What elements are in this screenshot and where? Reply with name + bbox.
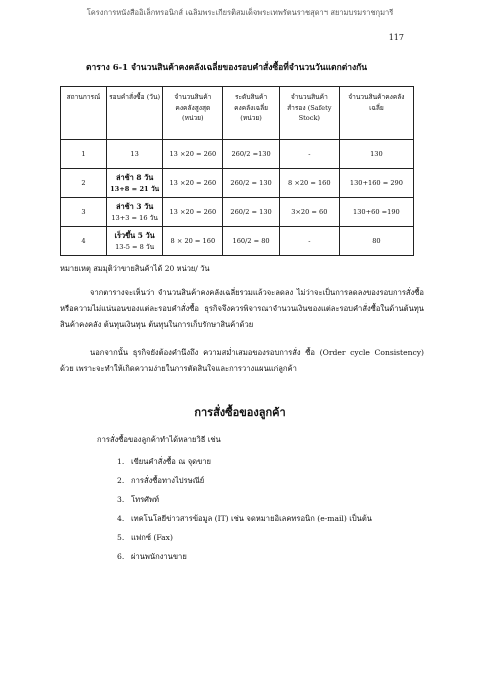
cycle-formula: 13+8 = 21 วัน <box>110 184 160 193</box>
avg-inventory-cell: 130+60 =190 <box>339 198 413 227</box>
list-text: ผ่านพนักงานขาย <box>131 552 187 561</box>
header-cell: รอบคำสั่งซื้อ (วัน) <box>106 87 162 140</box>
list-item <box>117 490 372 509</box>
table-row <box>61 169 414 198</box>
avg-level-cell: 160/2 = 80 <box>223 227 279 256</box>
safety-stock-cell: 3×20 = 60 <box>279 198 339 227</box>
cycle-cell <box>106 169 162 198</box>
header-cell: จำนวนสินค้าคงคลังเฉลี่ย <box>339 87 413 140</box>
table-row <box>61 140 414 169</box>
scenario-cell: 4 <box>61 227 107 256</box>
list-item <box>117 452 372 471</box>
ordering-methods-list <box>117 452 372 566</box>
list-number: 4. <box>117 514 125 523</box>
cycle-formula: 13-5 = 8 วัน <box>115 242 155 251</box>
max-inventory-cell: 13 ×20 = 260 <box>163 198 223 227</box>
list-item <box>117 528 372 547</box>
safety-stock-cell: 8 ×20 = 160 <box>279 169 339 198</box>
list-text: เขียนคำสั่งซื้อ ณ จุดขาย <box>131 457 211 466</box>
list-number: 2. <box>117 476 125 485</box>
cycle-cell <box>106 227 162 256</box>
list-item <box>117 547 372 566</box>
cycle-cell <box>106 198 162 227</box>
table-note: หมายเหตุ สมมุติว่าขายสินค้าได้ 20 หน่วย/ วัน <box>60 264 210 273</box>
scenario-cell: 2 <box>61 169 107 198</box>
cycle-cell <box>106 140 162 169</box>
paragraph-text: นอกจากนั้น ธุรกิจยังต้องคำนึงถึง ความสม่ำเสมอของรอบการสั่ง ซื้อ (Order cycle Consistency) ด้วย เพราะจะทำให้เกิดความง่ายในการตัดสินใจและการวางแผนแก่ลูกค้า <box>60 348 424 373</box>
cycle-label: เร็วขึ้น 5 วัน <box>114 230 155 240</box>
header-cell: สถานการณ์ <box>61 87 107 140</box>
cycle-formula: 13+3 = 16 วัน <box>111 213 158 222</box>
max-inventory-cell: 13 ×20 = 260 <box>163 140 223 169</box>
safety-stock-cell: - <box>279 140 339 169</box>
avg-level-cell: 260/2 =130 <box>223 140 279 169</box>
table-caption: ตาราง 6-1 จำนวนสินค้าคงคลังเฉลี่ยของรอบคำสั่งซื้อที่จำนวนวันแตกต่างกัน <box>86 63 368 73</box>
scenario-cell: 3 <box>61 198 107 227</box>
max-inventory-cell: 13 ×20 = 260 <box>163 169 223 198</box>
max-inventory-cell: 8 × 20 = 160 <box>163 227 223 256</box>
header-cell: จำนวนสินค้าคงคลังสูงสุด (หน่วย) <box>163 87 223 140</box>
paragraph-text: จากตารางจะเห็นว่า จำนวนสินค้าคงคลังเฉลี่ยรวมแล้วจะลดลง ไม่ว่าจะเป็นการลดลงของรอบการสั่งซื้อ หรือความไม่แน่นอนของแต่ละรอบคำสั่งซื้อ ธุรกิจจึงควรพิจารณาจำนวนเงินของแต่ละรอบคำสั่งซื้อในด้านต้นทุนสินค้าคงคลัง ต้นทุนเงินทุน ต้นทุนในการเก็บรักษาสินค้าด้วย <box>60 288 424 329</box>
inventory-table <box>60 86 414 256</box>
avg-inventory-cell: 130+160 = 290 <box>339 169 413 198</box>
list-text: แฟกซ์ (Fax) <box>131 533 173 542</box>
page-header: โครงการหนังสืออิเล็กทรอนิกส์ เฉลิมพระเกียรติสมเด็จพระเทพรัตนราชสุดาฯ สยามบรมราชกุมารี <box>86 8 394 17</box>
paragraph <box>60 285 424 333</box>
table-header-row <box>61 87 414 140</box>
list-text: การสั่งซื้อทางไปรษณีย์ <box>131 476 205 485</box>
list-number: 1. <box>117 457 125 466</box>
list-text: โทรศัพท์ <box>131 495 159 504</box>
page-number: 117 <box>388 33 404 42</box>
scenario-cell: 1 <box>61 140 107 169</box>
avg-inventory-cell: 130 <box>339 140 413 169</box>
paragraph <box>60 345 424 377</box>
table-row <box>61 198 414 227</box>
header-cell: จำนวนสินค้าสำรอง (Safety Stock) <box>279 87 339 140</box>
cycle-label: ล่าช้า 3 วัน <box>115 201 154 211</box>
avg-inventory-cell: 80 <box>339 227 413 256</box>
list-intro: การสั่งซื้อของลูกค้าทำได้หลายวิธี เช่น <box>97 435 221 444</box>
list-number: 6. <box>117 552 125 561</box>
safety-stock-cell: - <box>279 227 339 256</box>
list-number: 3. <box>117 495 125 504</box>
avg-level-cell: 260/2 = 130 <box>223 198 279 227</box>
section-title: การสั่งซื้อของลูกค้า <box>194 406 286 419</box>
list-item <box>117 471 372 490</box>
table-row <box>61 227 414 256</box>
avg-level-cell: 260/2 = 130 <box>223 169 279 198</box>
list-number: 5. <box>117 533 125 542</box>
cycle-label: ล่าช้า 8 วัน <box>115 172 154 182</box>
cycle-label: 13 <box>130 149 139 158</box>
header-cell: ระดับสินค้าคงคลังเฉลี่ย (หน่วย) <box>223 87 279 140</box>
list-item <box>117 509 372 528</box>
list-text: เทคโนโลยีข่าวสารข้อมูล (IT) เช่น จดหมายอิเลคทรอนิก (e-mail) เป็นต้น <box>131 514 372 523</box>
